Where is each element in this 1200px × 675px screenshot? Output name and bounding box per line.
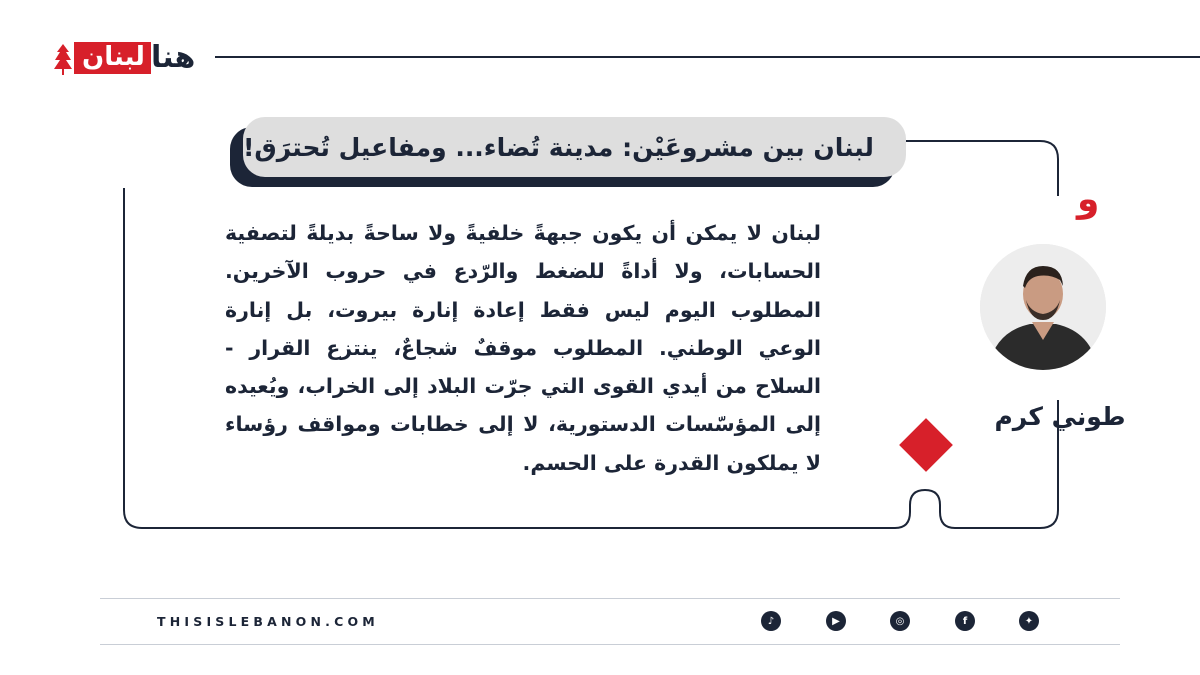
instagram-icon[interactable]: ◎ [890,611,910,631]
article-body: لبنان لا يمكن أن يكون جبهةً خلفيةً ولا ساحةً بديلةً لتصفية الحسابات، ولا أداةً للضغط والرّدع في حروب الآخرين. المطلوب اليوم ليس فقط إعادة إنارة بيروت، بل إنارة الوعي الوطني. المطلوب موقفٌ شجاعٌ، ينتزع القرار - السلاح من أيدي القوى التي جرّت البلاد إلى الخراب، ويُعيده إلى المؤسّسات الدستورية، لا إلى خطابات ومواقف رؤساء لا يملكون القدرة على الحسم. [225,221,821,475]
tiktok-icon[interactable]: ♪ [761,611,781,631]
person-silhouette-icon [980,244,1106,370]
logo-text-lebanon: لبنان [74,42,151,74]
author-photo [980,244,1106,370]
footer-rule-bottom [100,644,1120,645]
logo-text-here: هنا [150,40,196,75]
article-title: لبنان بين مشروعَيْن: مدينة تُضاء... ومفاعيل تُحترَق! [243,132,874,162]
cedar-icon [54,42,72,76]
header-rule [215,56,1200,58]
site-logo[interactable] [72,38,195,78]
author-name: طوني كرم [994,402,1126,431]
author-mark: و [1077,179,1100,220]
title-pill [243,117,906,177]
youtube-icon[interactable]: ▶ [826,611,846,631]
footer-rule-top [100,598,1120,599]
twitter-icon[interactable]: ✦ [1019,611,1039,631]
site-url[interactable]: THISISLEBANON.COM [157,614,379,629]
facebook-icon[interactable]: f [955,611,975,631]
